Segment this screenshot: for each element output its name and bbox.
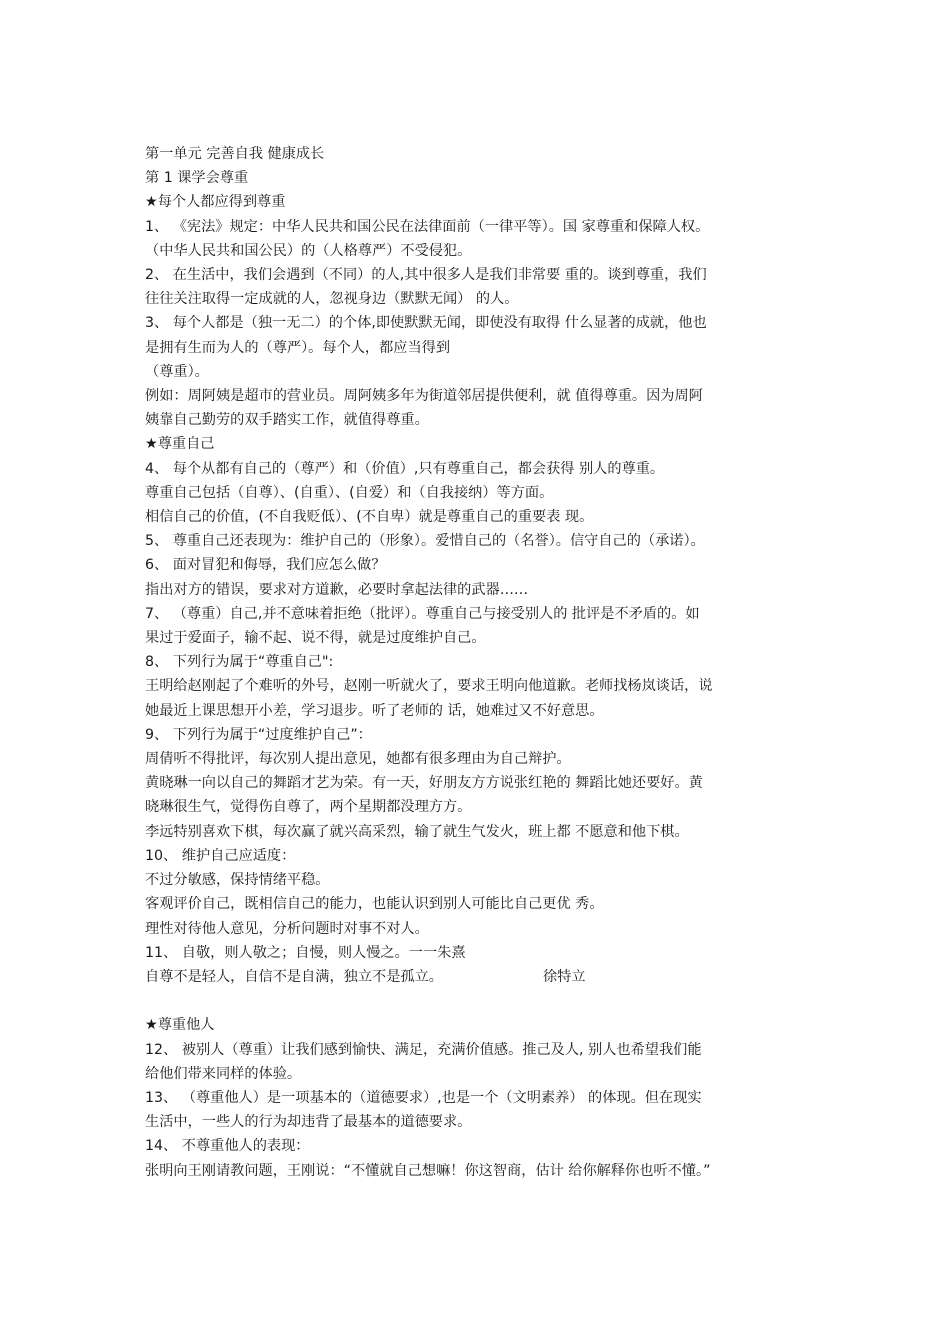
text-line: 1、 《宪法》规定：中华人民共和国公民在法律面前（一律平等）。国 家尊重和保障人权。 xyxy=(145,218,710,235)
text-line: 5、 尊重自己还表现为：维护自己的（形象）。爱惜自己的（名誉）。信守自己的（承诺）。 xyxy=(145,533,705,550)
text-line: 是拥有生而为人的（尊严）。每个人，都应当得到 xyxy=(145,339,451,356)
text-line: 往往关注取得一定成就的人，忽视身边（默默无闻） 的人。 xyxy=(145,291,519,308)
text-line: 3、 每个人都是（独一无二）的个体,即使默默无闻，即使没有取得 什么显著的成就，他也 xyxy=(145,315,707,332)
quote-author: 徐特立 xyxy=(542,968,586,985)
text-line: 她最近上课思想开小差，学习退步。听了老师的 话，她难过又不好意思。 xyxy=(145,702,604,719)
text-line: 4、 每个从都有自己的（尊严）和（价值）,只有尊重自己，都会获得 别人的尊重。 xyxy=(145,460,665,477)
text-line: 周倩听不得批评，每次别人提出意见，她都有很多理由为自己辩护。 xyxy=(145,751,571,768)
text-line: 不过分敏感，保持情绪平稳。 xyxy=(145,872,330,889)
text-line: 生活中，一些人的行为却违背了最基本的道德要求。 xyxy=(145,1114,472,1131)
quote-text: 自尊不是轻人，自信不是自满，独立不是孤立。 xyxy=(145,968,443,985)
section-heading: ★尊重他人 xyxy=(145,1017,215,1034)
text-line: 尊重自己包括（自尊）、(自重）、(自爱）和（自我接纳）等方面。 xyxy=(145,484,554,501)
text-line: 果过于爱面子，输不起、说不得，就是过度维护自己。 xyxy=(145,630,486,647)
text-line: 11、 自敬，则人敬之；自慢，则人慢之。一一朱熹 xyxy=(145,944,466,961)
document-body xyxy=(145,142,810,1183)
text-line: 9、 下列行为属于“过度维护自己”： xyxy=(145,726,372,743)
text-line: 给他们带来同样的体验。 xyxy=(145,1065,302,1082)
text-line: 8、 下列行为属于“尊重自己": xyxy=(145,654,334,671)
text-line: 指出对方的错误，要求对方道歉，必要时拿起法律的武器…… xyxy=(145,581,529,598)
text-line: 客观评价自己，既相信自己的能力，也能认识到别人可能比自己更优 秀。 xyxy=(145,896,604,913)
text-line: 晓琳很生气，觉得伤自尊了，两个星期都没理方方。 xyxy=(145,799,472,816)
quote-line xyxy=(145,965,810,989)
section-heading: ★每个人都应得到尊重 xyxy=(145,194,286,211)
text-line: 理性对待他人意见，分析问题时对事不对人。 xyxy=(145,920,429,937)
unit-title: 第一单元 完善自我 健康成长 xyxy=(145,146,325,162)
text-line: 李远特别喜欢下棋，每次赢了就兴高采烈，输了就生气发火，班上都 不愿意和他下棋。 xyxy=(145,823,689,840)
lesson-title: 第 1 课学会尊重 xyxy=(145,170,249,187)
text-line: 10、 维护自己应适度： xyxy=(145,847,296,864)
text-line: （尊重）。 xyxy=(145,363,209,380)
text-line: 2、 在生活中，我们会遇到（不同）的人,其中很多人是我们非常要 重的。谈到尊重，我们 xyxy=(145,267,707,284)
text-line: 王明给赵刚起了个难听的外号，赵刚一听就火了，要求王明向他道歉。老师找杨岚谈话，说 xyxy=(145,678,713,695)
text-line: 7、 （尊重）自己,并不意味着拒绝（批评）。尊重自己与接受别人的 批评是不矛盾的。如 xyxy=(145,605,700,622)
text-line: 6、 面对冒犯和侮辱，我们应怎么做？ xyxy=(145,557,386,574)
text-line: 例如：周阿姨是超市的营业员。周阿姨多年为街道邻居提供便利，就 值得尊重。因为周阿 xyxy=(145,388,703,405)
text-line: 13、 （尊重他人）是一项基本的（道德要求）,也是一个（文明素养） 的体现。但在现实 xyxy=(145,1089,702,1106)
section-heading: ★尊重自己 xyxy=(145,436,215,453)
text-line: （中华人民共和国公民）的（人格尊严）不受侵犯。 xyxy=(145,242,472,259)
text-line: 黄晓琳一向以自己的舞蹈才艺为荣。有一天，好朋友方方说张红艳的 舞蹈比她还要好。黄 xyxy=(145,775,703,792)
text-line: 张明向王刚请教问题，王刚说：“不懂就自己想嘛！你这智商，估计 给你解释你也听不懂。” xyxy=(145,1162,711,1179)
text-line: 姨靠自己勤劳的双手踏实工作，就值得尊重。 xyxy=(145,412,429,429)
text-line: 相信自己的价值，(不自我贬低）、(不自卑）就是尊重自己的重要表 现。 xyxy=(145,509,594,526)
text-line: 14、 不尊重他人的表现： xyxy=(145,1138,310,1155)
text-line: 12、 被别人（尊重）让我们感到愉快、满足，充满价值感。推己及人, 别人也希望我们能 xyxy=(145,1041,702,1058)
blank-line xyxy=(145,989,810,1013)
